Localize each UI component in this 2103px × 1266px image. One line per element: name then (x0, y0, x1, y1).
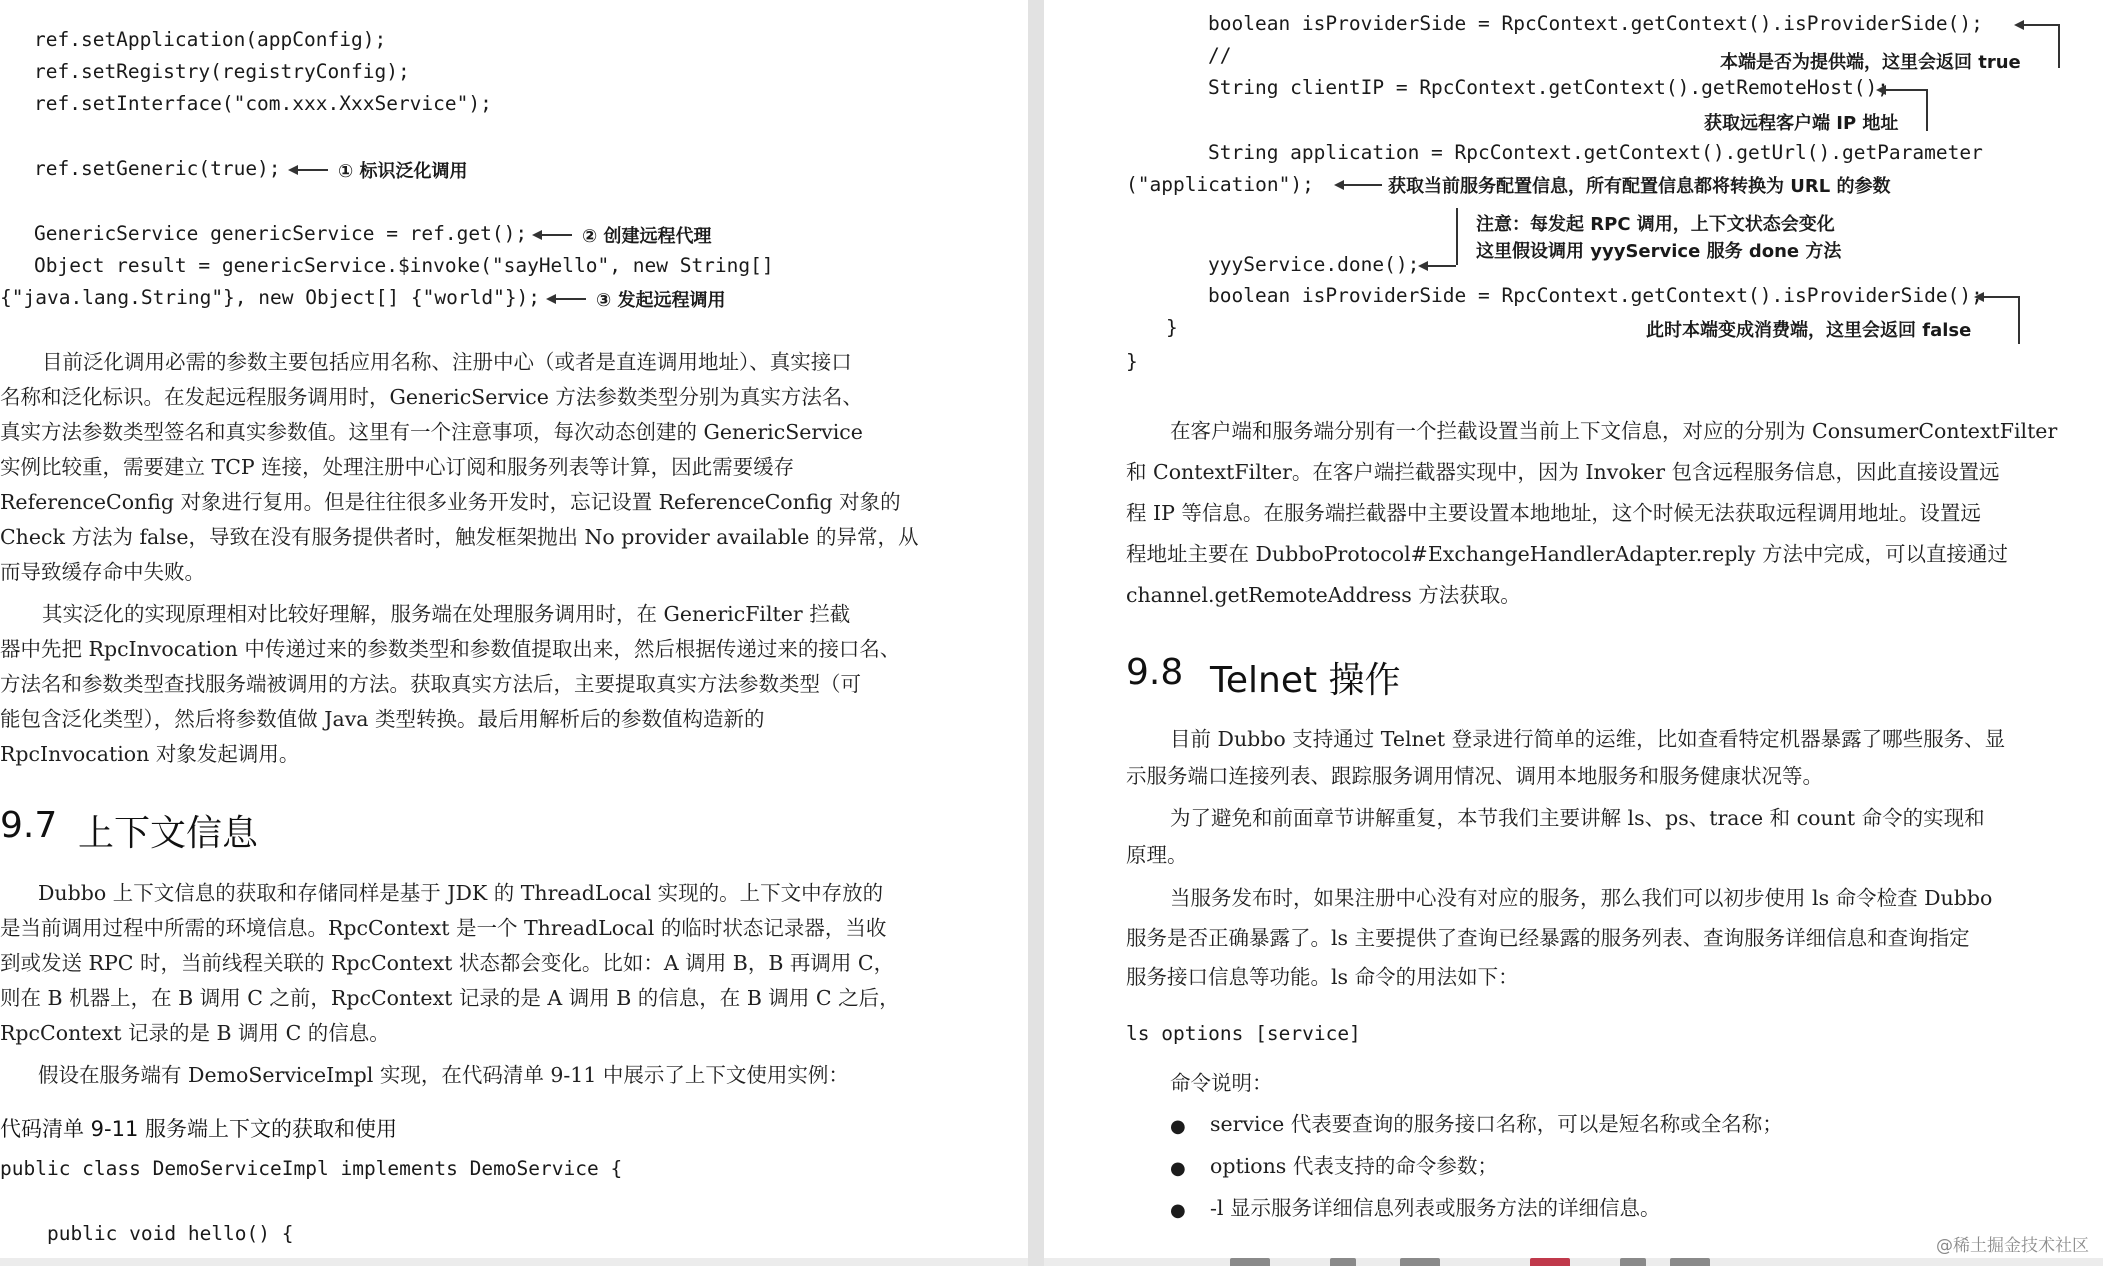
code-line: boolean isProviderSide = RpcContext.getContext().isProviderSide(); (1208, 284, 1983, 307)
code-line: } (1126, 350, 1138, 373)
paragraph-line: RpcContext 记录的是 B 调用 C 的信息。 (0, 1021, 390, 1045)
code-line: Object result = genericService.$invoke("sayHello", new String[] (34, 254, 774, 277)
paragraph-line: 目前泛化调用必需的参数主要包括应用名称、注册中心（或者是直连调用地址）、真实接口 (42, 350, 852, 374)
code-line: ("application"); (1126, 173, 1314, 196)
paragraph-line: 程 IP 等信息。在服务端拦截器中主要设置本地地址，这个时候无法获取远程调用地址。设置远 (1126, 501, 1981, 525)
bullet-item: options 代表支持的命令参数； (1210, 1154, 1498, 1178)
usage-code: ls options [service] (1126, 1022, 1361, 1045)
annotation-leader (1926, 89, 1928, 131)
code-line: ref.setInterface("com.xxx.XxxService"); (34, 92, 492, 115)
toolbar-button[interactable] (1670, 1258, 1710, 1266)
code-listing-caption: 代码清单 9-11 服务端上下文的获取和使用 (0, 1117, 398, 1141)
section-title: 上下文信息 (78, 813, 259, 854)
paragraph-line: 在客户端和服务端分别有一个拦截设置当前上下文信息，对应的分别为 ConsumerContextFilter (1170, 419, 2058, 443)
code-line: boolean isProviderSide = RpcContext.getContext().isProviderSide(); (1208, 12, 1983, 35)
annotation-2: ② 创建远程代理 (582, 226, 712, 247)
paragraph-line: 示服务端口连接列表、跟踪服务调用情况、调用本地服务和服务健康状况等。 (1126, 764, 1823, 788)
code-line: public class DemoServiceImpl implements DemoService { (0, 1157, 623, 1180)
annotation-leader (556, 298, 586, 300)
code-line: String application = RpcContext.getContext().getUrl().getParameter (1208, 141, 1983, 164)
annotation-leader (2018, 296, 2020, 344)
paragraph-line: 器中先把 RpcInvocation 中传递过来的参数类型和参数值提取出来，然后根据传递过来的接口名、 (0, 637, 901, 661)
annotation-1: ① 标识泛化调用 (338, 161, 468, 182)
annotation-leader (1344, 184, 1382, 186)
arrow-icon (1418, 261, 1428, 271)
code-line: public void hello() { (0, 1222, 294, 1245)
annotation-r4-line1: 注意：每发起 RPC 调用，上下文状态会变化 (1476, 214, 1835, 235)
bullet-dot-icon: ● (1170, 1116, 1186, 1137)
toolbar-button[interactable] (1400, 1258, 1440, 1266)
paragraph-line: 真实方法参数类型签名和真实参数值。这里有一个注意事项，每次动态创建的 GenericService (0, 420, 863, 444)
paragraph-line: 和 ContextFilter。在客户端拦截器实现中，因为 Invoker 包含远程服务信息，因此直接设置远 (1126, 460, 2000, 484)
bullet-dot-icon: ● (1170, 1200, 1186, 1221)
arrow-icon (1974, 292, 1984, 302)
annotation-leader (1428, 265, 1456, 267)
toolbar-button[interactable] (1330, 1258, 1356, 1266)
code-line: ref.setApplication(appConfig); (34, 28, 387, 51)
paragraph-line: 而导致缓存命中失败。 (0, 560, 205, 584)
code-line: // (1208, 44, 1232, 67)
paragraph-line: 原理。 (1126, 843, 1188, 867)
paragraph-line: channel.getRemoteAddress 方法获取。 (1126, 583, 1521, 607)
paragraph-line: 其实泛化的实现原理相对比较好理解，服务端在处理服务调用时，在 GenericFilter 拦截 (42, 602, 851, 626)
annotation-r4-line2: 这里假设调用 yyyService 服务 done 方法 (1476, 241, 1842, 262)
left-page (0, 0, 1028, 1258)
annotation-leader (1456, 208, 1458, 265)
annotation-3: ③ 发起远程调用 (596, 290, 726, 311)
right-page (1044, 0, 2103, 1258)
paragraph-line: 名称和泛化标识。在发起远程服务调用时，GenericService 方法参数类型分别为真实方法名、 (0, 385, 863, 409)
arrow-icon (1334, 180, 1344, 190)
arrow-icon (1876, 85, 1886, 95)
annotation-leader (1984, 296, 2018, 298)
code-line: GenericService genericService = ref.get(); (34, 222, 528, 245)
annotation-leader (1886, 89, 1926, 91)
annotation-leader (542, 234, 572, 236)
watermark: @稀土掘金技术社区 (1936, 1236, 2089, 1256)
bullet-dot-icon: ● (1170, 1158, 1186, 1179)
annotation-r5: 此时本端变成消费端，这里会返回 false (1646, 320, 1972, 341)
toolbar-button[interactable] (1230, 1258, 1270, 1266)
section-number: 9.8 (1126, 652, 1184, 693)
code-line: String clientIP = RpcContext.getContext().getRemoteHost(); (1208, 76, 1889, 99)
paragraph-line: ReferenceConfig 对象进行复用。但是往往很多业务开发时，忘记设置 ReferenceConfig 对象的 (0, 490, 901, 514)
code-line: ref.setRegistry(registryConfig); (34, 60, 410, 83)
code-line: ref.setGeneric(true); (34, 157, 281, 180)
code-line: yyyService.done(); (1208, 253, 1420, 276)
arrow-icon (532, 230, 542, 240)
paragraph-line: 服务接口信息等功能。ls 命令的用法如下： (1126, 965, 1519, 989)
section-title: Telnet 操作 (1210, 660, 1401, 701)
toolbar-button[interactable] (1620, 1258, 1646, 1266)
code-line: {"java.lang.String"}, new Object[] {"world"}); (0, 286, 541, 309)
toolbar-button[interactable] (1530, 1258, 1570, 1266)
section-number: 9.7 (0, 805, 58, 846)
paragraph-line: 假设在服务端有 DemoServiceImpl 实现，在代码清单 9-11 中展示了上下文使用实例： (38, 1063, 849, 1087)
bullet-item: -l 显示服务详细信息列表或服务方法的详细信息。 (1210, 1196, 1661, 1220)
paragraph-line: RpcInvocation 对象发起调用。 (0, 742, 300, 766)
bullet-item: service 代表要查询的服务接口名称，可以是短名称或全名称； (1210, 1112, 1783, 1136)
paragraph-line: 能包含泛化类型），然后将参数值做 Java 类型转换。最后用解析后的参数值构造新的 (0, 707, 765, 731)
annotation-r1: 本端是否为提供端，这里会返回 true (1720, 52, 2021, 73)
paragraph-line: 是当前调用过程中所需的环境信息。RpcContext 是一个 ThreadLocal 的临时状态记录器，当收 (0, 916, 887, 940)
paragraph-line: 命令说明： (1170, 1071, 1273, 1095)
paragraph-line: 则在 B 机器上，在 B 调用 C 之前，RpcContext 记录的是 A 调用 B 的信息，在 B 调用 C 之后， (0, 986, 900, 1010)
page-gutter (1028, 0, 1044, 1266)
paragraph-line: 到或发送 RPC 时，当前线程关联的 RpcContext 状态都会变化。比如：A 调用 B，B 再调用 C， (0, 951, 895, 975)
paragraph-line: Dubbo 上下文信息的获取和存储同样是基于 JDK 的 ThreadLocal 实现的。上下文中存放的 (38, 881, 884, 905)
paragraph-line: 目前 Dubbo 支持通过 Telnet 登录进行简单的运维，比如查看特定机器暴露了哪些服务、显 (1170, 727, 2006, 751)
paragraph-line: 当服务发布时，如果注册中心没有对应的服务，那么我们可以初步使用 ls 命令检查 Dubbo (1170, 886, 1993, 910)
annotation-r2: 获取远程客户端 IP 地址 (1704, 113, 1899, 134)
annotation-leader (298, 169, 328, 171)
paragraph-line: 方法名和参数类型查找服务端被调用的方法。获取真实方法后，主要提取真实方法参数类型（可 (0, 672, 861, 696)
arrow-icon (546, 294, 556, 304)
annotation-leader (2024, 24, 2058, 26)
paragraph-line: Check 方法为 false，导致在没有服务提供者时，触发框架抛出 No provider available 的异常，从 (0, 525, 919, 549)
arrow-icon (2014, 20, 2024, 30)
paragraph-line: 服务是否正确暴露了。ls 主要提供了查询已经暴露的服务列表、查询服务详细信息和查询指定 (1126, 926, 1970, 950)
paragraph-line: 实例比较重，需要建立 TCP 连接，处理注册中心订阅和服务列表等计算，因此需要缓存 (0, 455, 795, 479)
arrow-icon (288, 165, 298, 175)
paragraph-line: 程地址主要在 DubboProtocol#ExchangeHandlerAdapter.reply 方法中完成，可以直接通过 (1126, 542, 2009, 566)
annotation-leader (2058, 24, 2060, 68)
viewer-toolbar (1200, 1256, 1760, 1266)
paragraph-line: 为了避免和前面章节讲解重复，本节我们主要讲解 ls、ps、trace 和 count 命令的实现和 (1170, 806, 1985, 830)
annotation-r3: 获取当前服务配置信息，所有配置信息都将转换为 URL 的参数 (1388, 176, 1891, 197)
code-line: } (1166, 316, 1178, 339)
